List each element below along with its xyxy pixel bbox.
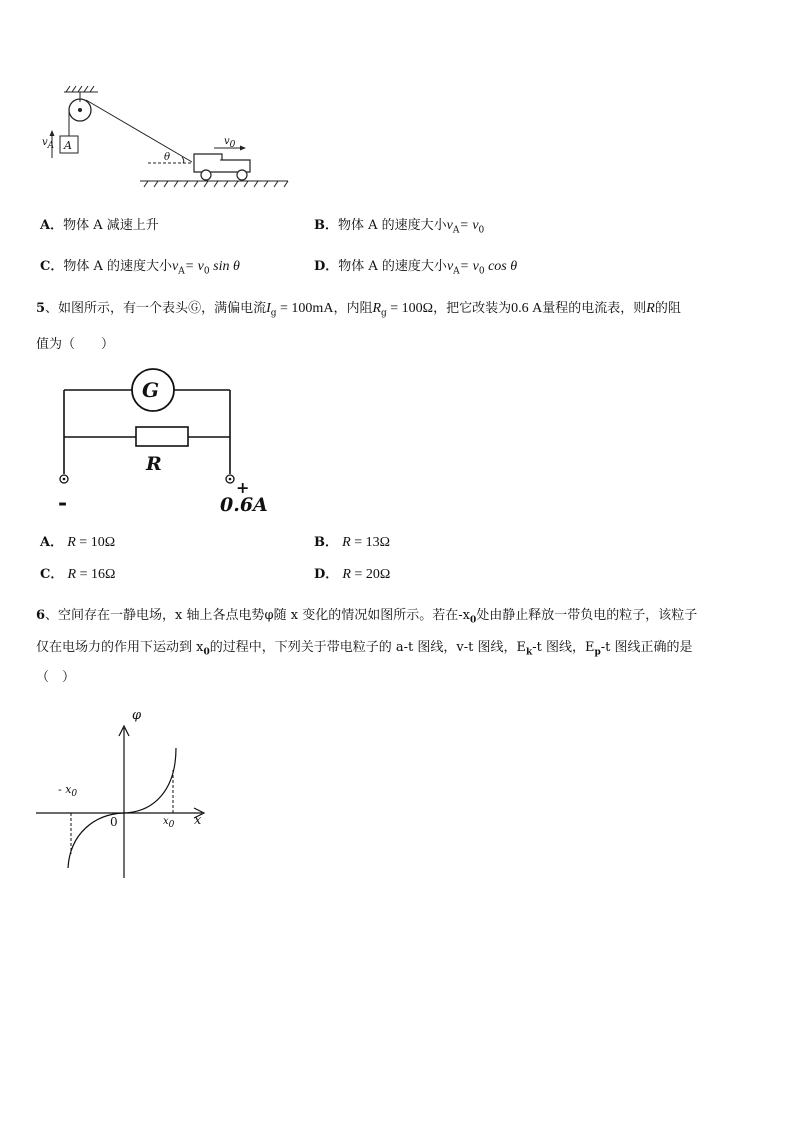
q5-label-r: R: [146, 453, 162, 475]
q4-car: [194, 154, 250, 180]
q6-phi-curve: [68, 748, 176, 868]
q5-option-c[interactable]: C． R = 16Ω: [40, 567, 116, 582]
q5-stem-line2: 值为（ ）: [36, 337, 115, 352]
q4-option-a[interactable]: A．物体 A 减速上升: [40, 218, 159, 233]
q5-stem-line1: 5、如图所示，有一个表头Ⓖ，满偏电流$I_g = 100mA$，内阻$R_g = 100\Omega$，把它改装为0.6 A量程的电流表，则R的阻: [36, 301, 681, 319]
q5-option-a[interactable]: A． R = 10Ω: [40, 535, 116, 550]
q5-option-d[interactable]: D． R = 20Ω: [314, 567, 391, 582]
q5-option-b[interactable]: B． R = 13Ω: [314, 535, 391, 550]
q4-pulley-figure: [36, 84, 296, 188]
q5-label-range: 0.6A: [220, 494, 268, 516]
q6-label-neg-x0: - $x_0$: [58, 783, 78, 800]
q6-stem-line1: 6、空间存在一静电场，x 轴上各点电势φ随 x 变化的情况如图所示。若在$-x_0$处由静止释放一带负电的粒子，该粒子: [36, 608, 698, 626]
q4-label-theta: θ: [164, 152, 171, 163]
q5-label-minus: -: [58, 490, 68, 516]
q6-label-origin: 0: [110, 815, 118, 829]
q4-option-d[interactable]: D．物体 A 的速度大小$v_A= v_0$ cos θ: [314, 259, 518, 277]
q4-option-b[interactable]: B．物体 A 的速度大小$v_A= v_0$: [314, 218, 485, 236]
q5-terminal-minus: [60, 475, 68, 483]
q6-stem-line3: （ ）: [36, 670, 76, 685]
q6-label-phi: φ: [132, 708, 142, 723]
q5-terminal-plus: [226, 475, 234, 483]
q5-label-plus: +: [236, 478, 250, 497]
q6-stem-line2: 仅在电场力的作用下运动到 $x_0$的过程中，下列关于带电粒子的 a-t 图线，v-t 图线，$E_k-t$ 图线，$E_p-t$ 图线正确的是: [36, 640, 693, 658]
q4-rope: [86, 100, 192, 162]
q5-circuit-figure: [52, 364, 272, 484]
q6-label-x-axis: x: [194, 813, 202, 828]
q4-label-a: A: [64, 139, 72, 152]
q4-ground: [140, 181, 288, 187]
q4-label-v0: $v_0$: [224, 136, 236, 150]
q6-label-x0: $x_0$: [163, 816, 175, 830]
q4-label-va: $v_A$: [42, 137, 55, 151]
q5-label-g: G: [142, 378, 160, 402]
q4-option-c[interactable]: C．物体 A 的速度大小$v_A= v_0$ sin θ: [40, 259, 240, 277]
q5-resistor: [136, 427, 188, 446]
